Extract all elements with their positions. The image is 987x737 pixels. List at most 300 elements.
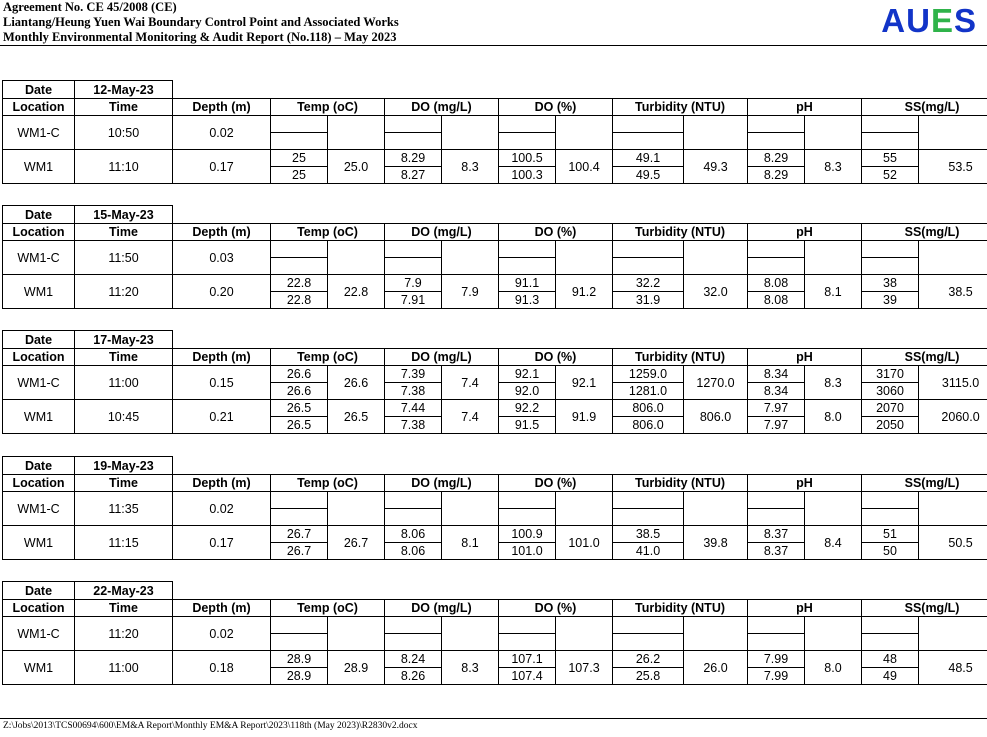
column-header: pH [748,600,862,617]
column-header: Depth (m) [173,349,271,366]
do-pct-average [556,241,613,275]
do-mg-readings [385,116,442,150]
column-header: Time [75,600,173,617]
turb-readings [613,526,684,560]
ph-readings [748,275,805,309]
logo-letter-s: S [953,2,977,39]
logo-letter-e: E [930,2,954,39]
do-pct-readings [499,366,556,400]
do-pct-readings [499,116,556,150]
date-label: Date [3,457,75,475]
reading-1: 7.97 [748,401,804,417]
column-header: Time [75,99,173,116]
reading-1 [862,618,918,634]
reading-2 [385,509,441,525]
ss-readings [862,366,919,400]
reading-1: 100.5 [499,151,555,167]
ss-readings [862,492,919,526]
reading-1 [748,618,804,634]
location-cell: WM1-C [3,116,75,150]
ss-readings [862,150,919,184]
reading-1: 91.1 [499,276,555,292]
reading-2 [862,258,918,274]
date-value: 17-May-23 [75,331,173,349]
column-header: Location [3,600,75,617]
reading-1 [613,117,683,133]
column-header: Turbidity (NTU) [613,224,748,241]
column-header: SS(mg/L) [862,600,987,617]
ss-average: 2060.0 [919,400,987,434]
column-header: DO (mg/L) [385,349,499,366]
temp-average: 26.6 [328,366,385,400]
reading-2 [499,133,555,149]
reading-1: 7.9 [385,276,441,292]
ss-readings [862,275,919,309]
turb-readings [613,617,684,651]
table-row [3,150,987,184]
reading-2: 22.8 [286,292,312,307]
reading-2: 101.0 [511,543,543,558]
report-header [3,0,399,45]
reading-2 [385,133,441,149]
do-pct-readings [499,275,556,309]
reading-2 [748,258,804,274]
turb-average [684,241,748,275]
reading-2: 8.26 [400,668,426,683]
date-spacer [173,81,987,99]
time-cell: 11:20 [75,617,173,651]
depth-cell: 0.02 [173,492,271,526]
depth-cell: 0.21 [173,400,271,434]
reading-2: 8.06 [400,543,426,558]
column-header: Depth (m) [173,224,271,241]
reading-1: 22.8 [271,276,327,292]
table-row [3,366,987,400]
do-pct-average: 101.0 [556,526,613,560]
column-header: Temp (oC) [271,349,385,366]
column-header: Time [75,224,173,241]
column-header: Temp (oC) [271,224,385,241]
column-header: DO (%) [499,349,613,366]
reading-1: 8.37 [748,527,804,543]
turb-readings [613,400,684,434]
do-pct-readings [499,492,556,526]
table-row [3,400,987,434]
reading-1: 8.06 [385,527,441,543]
do-mg-average [442,241,499,275]
logo-letter-a: A [881,2,907,39]
reading-1: 28.9 [271,652,327,668]
column-header: pH [748,99,862,116]
do-mg-readings [385,651,442,685]
day-table [2,456,987,560]
temp-readings [271,366,328,400]
turb-average [684,116,748,150]
date-spacer [173,331,987,349]
agreement-line: Agreement No. CE 45/2008 (CE) [3,0,177,14]
table-row [3,617,987,651]
column-header: Temp (oC) [271,600,385,617]
location-cell: WM1-C [3,241,75,275]
reading-1 [748,493,804,509]
reading-1 [748,117,804,133]
do-mg-average: 7.9 [442,275,499,309]
column-header: Time [75,475,173,492]
do-mg-readings [385,366,442,400]
reading-1: 49.1 [613,151,683,167]
table-row [3,492,987,526]
ss-readings [862,116,919,150]
turb-average: 806.0 [684,400,748,434]
date-value: 19-May-23 [75,457,173,475]
date-spacer [173,457,987,475]
file-path-footer: Z:\Jobs\2013\TCS00694\600\EM&A Report\Monthly EM&A Report\2023\118th (May 2023)\R2830v2.docx [3,721,418,731]
reading-1: 3170 [862,367,918,383]
ph-average [805,492,862,526]
location-cell: WM1 [3,275,75,309]
column-header: Location [3,349,75,366]
do-mg-readings [385,526,442,560]
ph-average: 8.3 [805,366,862,400]
reading-2 [862,133,918,149]
day-block [2,80,985,184]
time-cell: 11:00 [75,651,173,685]
temp-average: 28.9 [328,651,385,685]
turb-readings [613,651,684,685]
reading-1: 100.9 [499,527,555,543]
temp-average: 26.5 [328,400,385,434]
reading-2: 25.8 [635,668,661,683]
reading-1 [385,117,441,133]
project-line: Liantang/Heung Yuen Wai Boundary Control Point and Associated Works [3,15,399,29]
reading-2 [499,634,555,650]
reading-2: 107.4 [511,668,543,683]
turb-readings [613,366,684,400]
do-mg-average [442,617,499,651]
turb-readings [613,241,684,275]
column-header: Depth (m) [173,475,271,492]
temp-average [328,116,385,150]
time-cell: 10:45 [75,400,173,434]
reading-1 [862,242,918,258]
footer-rule [0,718,987,719]
ph-average [805,116,862,150]
turb-readings [613,150,684,184]
depth-cell: 0.20 [173,275,271,309]
day-table [2,330,987,434]
turb-average: 26.0 [684,651,748,685]
ph-readings [748,116,805,150]
ss-average: 53.5 [919,150,987,184]
reading-2: 39 [883,292,897,307]
ss-readings [862,400,919,434]
column-header: DO (mg/L) [385,475,499,492]
location-cell: WM1 [3,400,75,434]
reading-2: 28.9 [286,668,312,683]
reading-2: 2050 [876,417,904,432]
reading-1: 48 [862,652,918,668]
reading-1: 7.39 [385,367,441,383]
reading-1: 26.6 [271,367,327,383]
location-cell: WM1-C [3,366,75,400]
ph-readings [748,526,805,560]
reading-1: 7.44 [385,401,441,417]
reading-2: 7.38 [400,383,426,398]
temp-readings [271,651,328,685]
column-header: DO (%) [499,224,613,241]
do-pct-readings [499,400,556,434]
reading-2: 26.6 [286,383,312,398]
time-cell: 11:15 [75,526,173,560]
reading-1 [271,242,327,258]
ss-average [919,492,987,526]
do-pct-readings [499,651,556,685]
reading-2: 91.3 [514,292,540,307]
ph-readings [748,400,805,434]
reading-1: 38 [862,276,918,292]
temp-readings [271,617,328,651]
reading-2 [385,258,441,274]
reading-1: 38.5 [613,527,683,543]
time-cell: 11:10 [75,150,173,184]
column-header: Turbidity (NTU) [613,349,748,366]
time-cell: 11:00 [75,366,173,400]
reading-2: 26.5 [286,417,312,432]
depth-cell: 0.02 [173,116,271,150]
depth-cell: 0.15 [173,366,271,400]
reading-1 [385,242,441,258]
do-mg-average: 8.3 [442,150,499,184]
column-header: Turbidity (NTU) [613,600,748,617]
reading-2: 8.37 [763,543,789,558]
reading-1 [613,618,683,634]
reading-1: 92.2 [499,401,555,417]
ss-average: 48.5 [919,651,987,685]
reading-1: 55 [862,151,918,167]
reading-2 [862,634,918,650]
column-header: SS(mg/L) [862,475,987,492]
ss-readings [862,526,919,560]
column-header: Temp (oC) [271,475,385,492]
column-header: Turbidity (NTU) [613,99,748,116]
reading-2 [271,634,327,650]
reading-1 [385,493,441,509]
ph-average [805,617,862,651]
column-header: DO (mg/L) [385,224,499,241]
do-mg-readings [385,400,442,434]
location-cell: WM1 [3,526,75,560]
column-header: Depth (m) [173,600,271,617]
column-header: DO (mg/L) [385,99,499,116]
day-block [2,205,985,309]
time-cell: 10:50 [75,116,173,150]
reading-2: 52 [883,167,897,182]
ph-readings [748,617,805,651]
ph-readings [748,651,805,685]
date-value: 12-May-23 [75,81,173,99]
reading-2: 91.5 [514,417,540,432]
ss-average [919,617,987,651]
reading-2: 7.38 [400,417,426,432]
turb-average [684,617,748,651]
reading-1: 7.99 [748,652,804,668]
ph-average: 8.0 [805,400,862,434]
do-pct-readings [499,150,556,184]
date-value: 22-May-23 [75,582,173,600]
reading-1 [748,242,804,258]
turb-readings [613,116,684,150]
date-value: 15-May-23 [75,206,173,224]
column-header: DO (%) [499,99,613,116]
do-pct-average: 100.4 [556,150,613,184]
do-mg-average [442,116,499,150]
reading-1: 8.29 [748,151,804,167]
reading-1: 1259.0 [613,367,683,383]
do-mg-average: 8.1 [442,526,499,560]
ph-average [805,241,862,275]
reading-2: 100.3 [511,167,543,182]
temp-readings [271,150,328,184]
time-cell: 11:35 [75,492,173,526]
reading-1: 26.2 [613,652,683,668]
reading-1 [385,618,441,634]
do-pct-readings [499,526,556,560]
column-header: DO (mg/L) [385,600,499,617]
day-block [2,330,985,434]
ss-average [919,116,987,150]
reading-2: 50 [883,543,897,558]
reading-1: 8.29 [385,151,441,167]
column-header: SS(mg/L) [862,99,987,116]
turb-average: 1270.0 [684,366,748,400]
depth-cell: 0.03 [173,241,271,275]
reading-1: 8.08 [748,276,804,292]
reading-2: 49.5 [635,167,661,182]
column-header: Temp (oC) [271,99,385,116]
turb-average [684,492,748,526]
do-pct-average [556,492,613,526]
reading-1: 8.24 [385,652,441,668]
reading-1: 8.34 [748,367,804,383]
do-mg-average [442,492,499,526]
ph-average: 8.4 [805,526,862,560]
ph-average: 8.3 [805,150,862,184]
date-spacer [173,206,987,224]
reading-2: 25 [292,167,306,182]
date-spacer [173,582,987,600]
logo-letter-u: U [906,2,931,39]
temp-average [328,492,385,526]
reading-1: 32.2 [613,276,683,292]
turb-average: 49.3 [684,150,748,184]
column-header: Location [3,475,75,492]
column-header: pH [748,349,862,366]
temp-readings [271,241,328,275]
column-header: Location [3,224,75,241]
turb-readings [613,275,684,309]
reading-2 [613,509,683,525]
date-label: Date [3,331,75,349]
table-row [3,526,987,560]
temp-readings [271,275,328,309]
temp-average: 26.7 [328,526,385,560]
column-header: Depth (m) [173,99,271,116]
reading-2: 7.91 [400,292,426,307]
column-header: Location [3,99,75,116]
reading-2: 806.0 [632,417,664,432]
do-pct-average: 91.9 [556,400,613,434]
column-header: Time [75,349,173,366]
table-row [3,241,987,275]
reading-2 [271,258,327,274]
day-block [2,456,985,560]
reading-2 [385,634,441,650]
reading-2: 8.27 [400,167,426,182]
reading-1 [862,493,918,509]
do-mg-readings [385,241,442,275]
column-header: DO (%) [499,475,613,492]
reading-1: 26.7 [271,527,327,543]
do-mg-readings [385,275,442,309]
depth-cell: 0.02 [173,617,271,651]
do-mg-readings [385,617,442,651]
do-mg-readings [385,492,442,526]
day-table [2,581,987,685]
reading-2: 7.99 [763,668,789,683]
report-title-line: Monthly Environmental Monitoring & Audit Report (No.118) – May 2023 [3,30,397,44]
reading-1 [271,117,327,133]
header-rule [0,45,987,46]
temp-readings [271,400,328,434]
ss-average: 38.5 [919,275,987,309]
reading-2 [613,258,683,274]
day-table [2,80,987,184]
reading-2 [748,509,804,525]
ph-readings [748,241,805,275]
location-cell: WM1 [3,150,75,184]
location-cell: WM1-C [3,492,75,526]
location-cell: WM1 [3,651,75,685]
ss-readings [862,651,919,685]
reading-2 [748,133,804,149]
reading-1: 51 [862,527,918,543]
temp-readings [271,526,328,560]
reading-1: 806.0 [613,401,683,417]
reading-1 [613,242,683,258]
temp-average [328,617,385,651]
reading-2: 41.0 [635,543,661,558]
ss-readings [862,241,919,275]
reading-1 [613,493,683,509]
temp-average: 22.8 [328,275,385,309]
reading-2: 49 [883,668,897,683]
ph-readings [748,492,805,526]
reading-2: 8.08 [763,292,789,307]
aues-logo [881,2,977,40]
reading-2: 92.0 [514,383,540,398]
reading-2: 26.7 [286,543,312,558]
table-row [3,275,987,309]
do-mg-average: 7.4 [442,400,499,434]
column-header: Turbidity (NTU) [613,475,748,492]
ss-average [919,241,987,275]
reading-2 [613,634,683,650]
temp-readings [271,492,328,526]
do-pct-average [556,116,613,150]
do-pct-average: 91.2 [556,275,613,309]
reading-2: 3060 [876,383,904,398]
reading-2 [499,509,555,525]
